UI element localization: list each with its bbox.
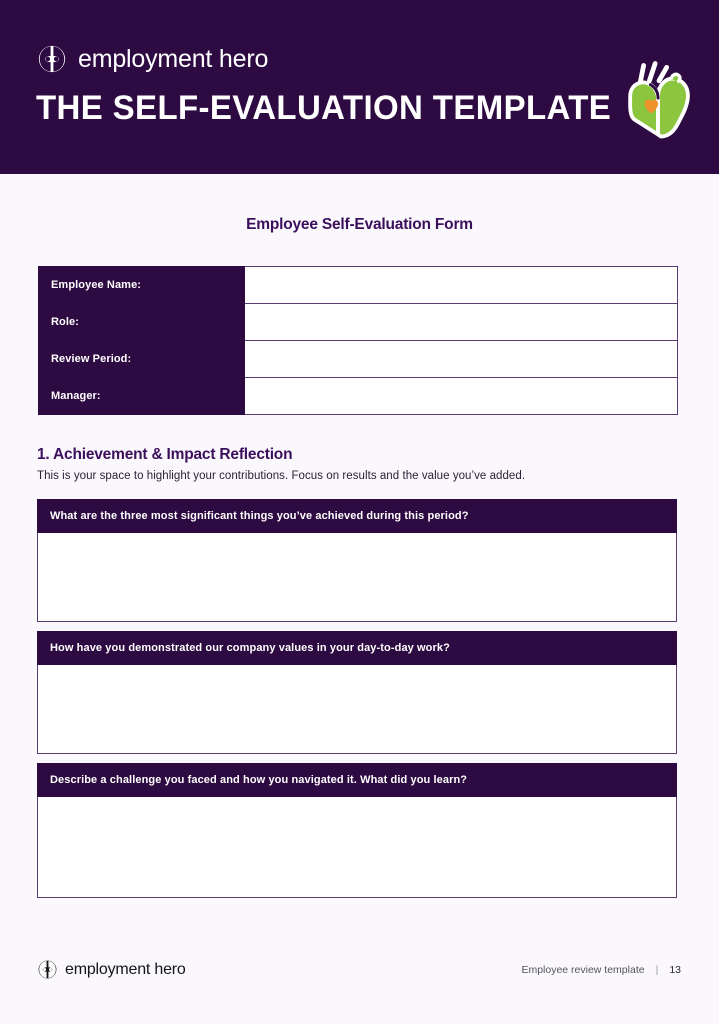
section-subtitle: This is your space to highlight your contributions. Focus on results and the value you’ve added.	[37, 470, 526, 482]
page-body	[0, 174, 719, 938]
question-block-2	[37, 631, 677, 754]
field-label-employee-name: Employee Name:	[39, 267, 245, 304]
footer-document-name: Employee review template	[521, 964, 645, 976]
employment-hero-circle-logo-icon	[38, 45, 66, 73]
answer-field-3[interactable]	[37, 797, 677, 898]
employment-hero-circle-logo-icon	[38, 960, 57, 979]
footer-separator: |	[655, 964, 659, 976]
green-flexing-arm-with-orange-heart-icon	[611, 52, 707, 148]
document-title: THE SELF-EVALUATION TEMPLATE	[36, 89, 612, 127]
section-title: 1. Achievement & Impact Reflection	[37, 446, 293, 463]
footer-brand-name: employment hero	[65, 960, 186, 978]
header-banner	[0, 0, 719, 174]
field-label-review-period: Review Period:	[39, 341, 245, 378]
header-brand-name: employment hero	[78, 44, 269, 73]
header-brand-lockup	[38, 45, 268, 73]
question-prompt-3: Describe a challenge you faced and how you navigated it. What did you learn?	[37, 763, 677, 797]
field-label-manager: Manager:	[39, 378, 245, 415]
field-input-employee-name[interactable]	[245, 267, 678, 304]
question-stack	[37, 499, 677, 907]
answer-field-1[interactable]	[37, 533, 677, 622]
employee-info-table	[38, 266, 678, 415]
question-prompt-2: How have you demonstrated our company values in your day-to-day work?	[37, 631, 677, 665]
table-row	[39, 378, 678, 415]
table-row	[39, 341, 678, 378]
form-title: Employee Self-Evaluation Form	[246, 216, 473, 233]
footer-page-number: 13	[669, 964, 681, 976]
page-footer	[0, 938, 719, 1024]
field-label-role: Role:	[39, 304, 245, 341]
question-block-1	[37, 499, 677, 622]
answer-field-2[interactable]	[37, 665, 677, 754]
footer-brand-lockup	[38, 960, 186, 979]
field-input-manager[interactable]	[245, 378, 678, 415]
question-block-3	[37, 763, 677, 898]
table-row	[39, 304, 678, 341]
section-header	[37, 446, 677, 482]
footer-meta	[521, 964, 681, 976]
table-row	[39, 267, 678, 304]
question-prompt-1: What are the three most significant things you’ve achieved during this period?	[37, 499, 677, 533]
field-input-role[interactable]	[245, 304, 678, 341]
field-input-review-period[interactable]	[245, 341, 678, 378]
